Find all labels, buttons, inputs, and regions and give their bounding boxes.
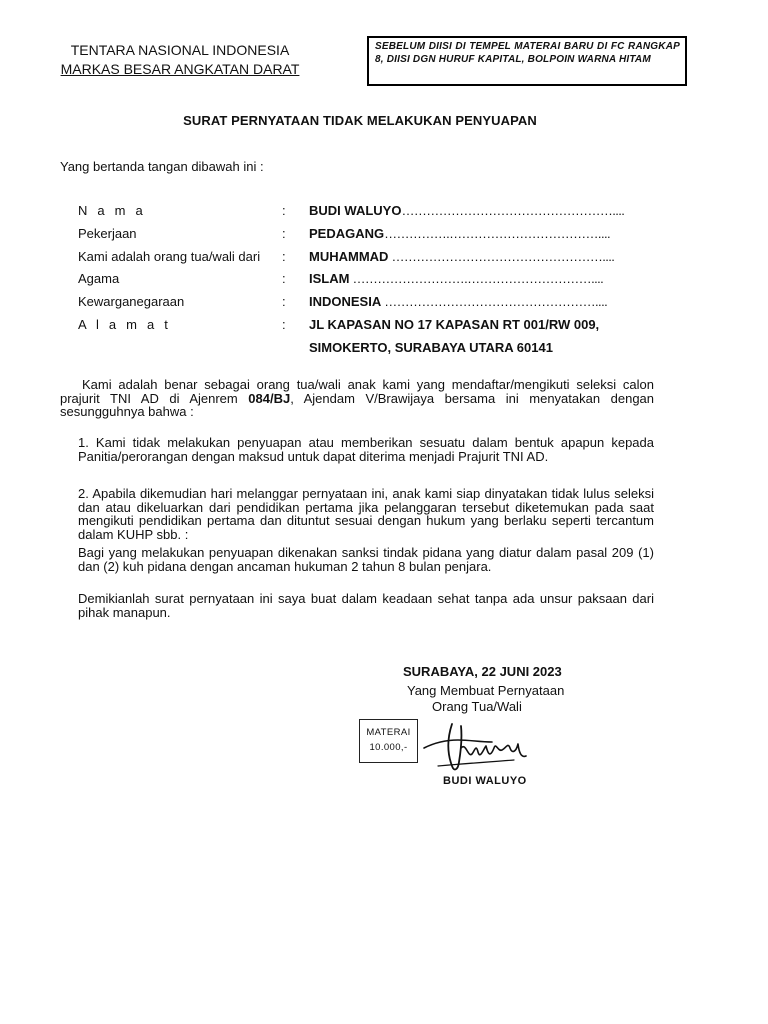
field-colon: : [282, 249, 286, 264]
place-date: SURABAYA, 22 JUNI 2023 [403, 664, 562, 679]
field-alamat-line2 [78, 340, 698, 362]
field-nama [78, 203, 698, 225]
org-unit: MARKAS BESAR ANGKATAN DARAT [60, 61, 300, 77]
materai-stamp [359, 719, 418, 763]
field-dots: …………….……………………………….... [384, 226, 610, 241]
field-pekerjaan [78, 226, 698, 248]
statement-text-b: , Ajendam V/Brawijaya bersama ini menyatakan dengan sesungguhnya bahwa : [60, 390, 655, 419]
statement-text-a: Kami adalah benar sebagai orang tua/wali anak kami yang mendaftar/mengikuti seleksi calon prajurit TNI AD di Ajenrem [60, 377, 654, 406]
signer-name: BUDI WALUYO [443, 775, 527, 787]
org-name: TENTARA NASIONAL INDONESIA [70, 42, 290, 58]
field-value-text: ISLAM [309, 271, 350, 286]
ajenrem-code: 084/BJ [248, 390, 291, 406]
materai-value: 10.000,- [369, 742, 408, 753]
closing-paragraph: Demikianlah surat pernyataan ini saya buat dalam keadaan sehat tanpa ada unsur paksaan dari pihak manapun. [78, 591, 654, 620]
field-colon: : [282, 294, 286, 309]
field-dots: …………………………………………….... [388, 249, 615, 264]
statement-paragraph [60, 378, 654, 419]
field-value [309, 294, 607, 309]
intro-text: Yang bertanda tangan dibawah ini : [60, 159, 264, 174]
signer-role: Orang Tua/Wali [432, 699, 522, 714]
field-value [309, 317, 599, 332]
signer-caption: Yang Membuat Pernyataan [407, 683, 565, 698]
field-label: A l a m a t [78, 317, 172, 332]
field-value: SIMOKERTO, SURABAYA UTARA 60141 [309, 340, 553, 355]
field-value-text: MUHAMMAD [309, 249, 389, 264]
field-label: N a m a [78, 203, 146, 218]
field-label: Pekerjaan [78, 226, 137, 241]
field-kewarganegaraan [78, 294, 698, 316]
field-alamat [78, 317, 698, 339]
field-colon: : [282, 203, 286, 218]
materai-label: MATERAI [366, 727, 411, 738]
field-label: Kewarganegaraan [78, 294, 185, 309]
field-value-text: BUDI WALUYO [309, 203, 402, 218]
field-colon: : [282, 317, 286, 332]
field-dots: …………………………………………….... [381, 294, 608, 309]
statement-item-1: 1. Kami tidak melakukan penyuapan atau memberikan sesuatu dalam bentuk apapun kepada Panitia/perorangan dengan maksud untuk dapat diterima menjadi Prajurit TNI AD. [78, 435, 654, 464]
field-value [309, 226, 610, 241]
field-value-text: PEDAGANG [309, 226, 385, 241]
handwritten-signature [418, 718, 536, 776]
document-title: SURAT PERNYATAAN TIDAK MELAKUKAN PENYUAPAN [183, 113, 537, 128]
letterhead [60, 41, 300, 79]
field-value-text: INDONESIA [309, 294, 382, 309]
field-colon: : [282, 226, 286, 241]
field-value-text: JL KAPASAN NO 17 KAPASAN RT 001/RW 009, [309, 317, 600, 332]
field-label: Kami adalah orang tua/wali dari [78, 249, 261, 264]
field-value [309, 271, 603, 286]
sanction-note: Bagi yang melakukan penyuapan dikenakan sanksi tindak pidana yang diatur dalam pasal 209 (1) dan (2) kuh pidana dengan ancaman hukuman 2 tahun 8 bulan penjara. [78, 545, 654, 574]
field-value [309, 203, 624, 218]
field-dots: ……………………….………………………….... [349, 271, 604, 286]
field-anak [78, 249, 698, 271]
instruction-notice: SEBELUM DIISI DI TEMPEL MATERAI BARU DI FC RANGKAP 8, DIISI DGN HURUF KAPITAL, BOLPOIN WARNA HITAM [367, 36, 687, 86]
statement-item-2: 2. Apabila dikemudian hari melanggar pernyataan ini, anak kami siap dinyatakan tidak lulus seleksi dan atau dikeluarkan dari pendidikan pertama jika pelanggaran tersebut diketemukan pada saat mengikuti pendidikan pertama dan dituntut sesuai dengan hukum yang berlaku seperti tercantum dalam KUHP sbb. : [78, 486, 654, 542]
field-label: Agama [78, 271, 120, 286]
field-dots: …………………………………………….... [401, 203, 625, 218]
field-colon: : [282, 271, 286, 286]
field-agama [78, 271, 698, 293]
field-value [309, 249, 614, 264]
